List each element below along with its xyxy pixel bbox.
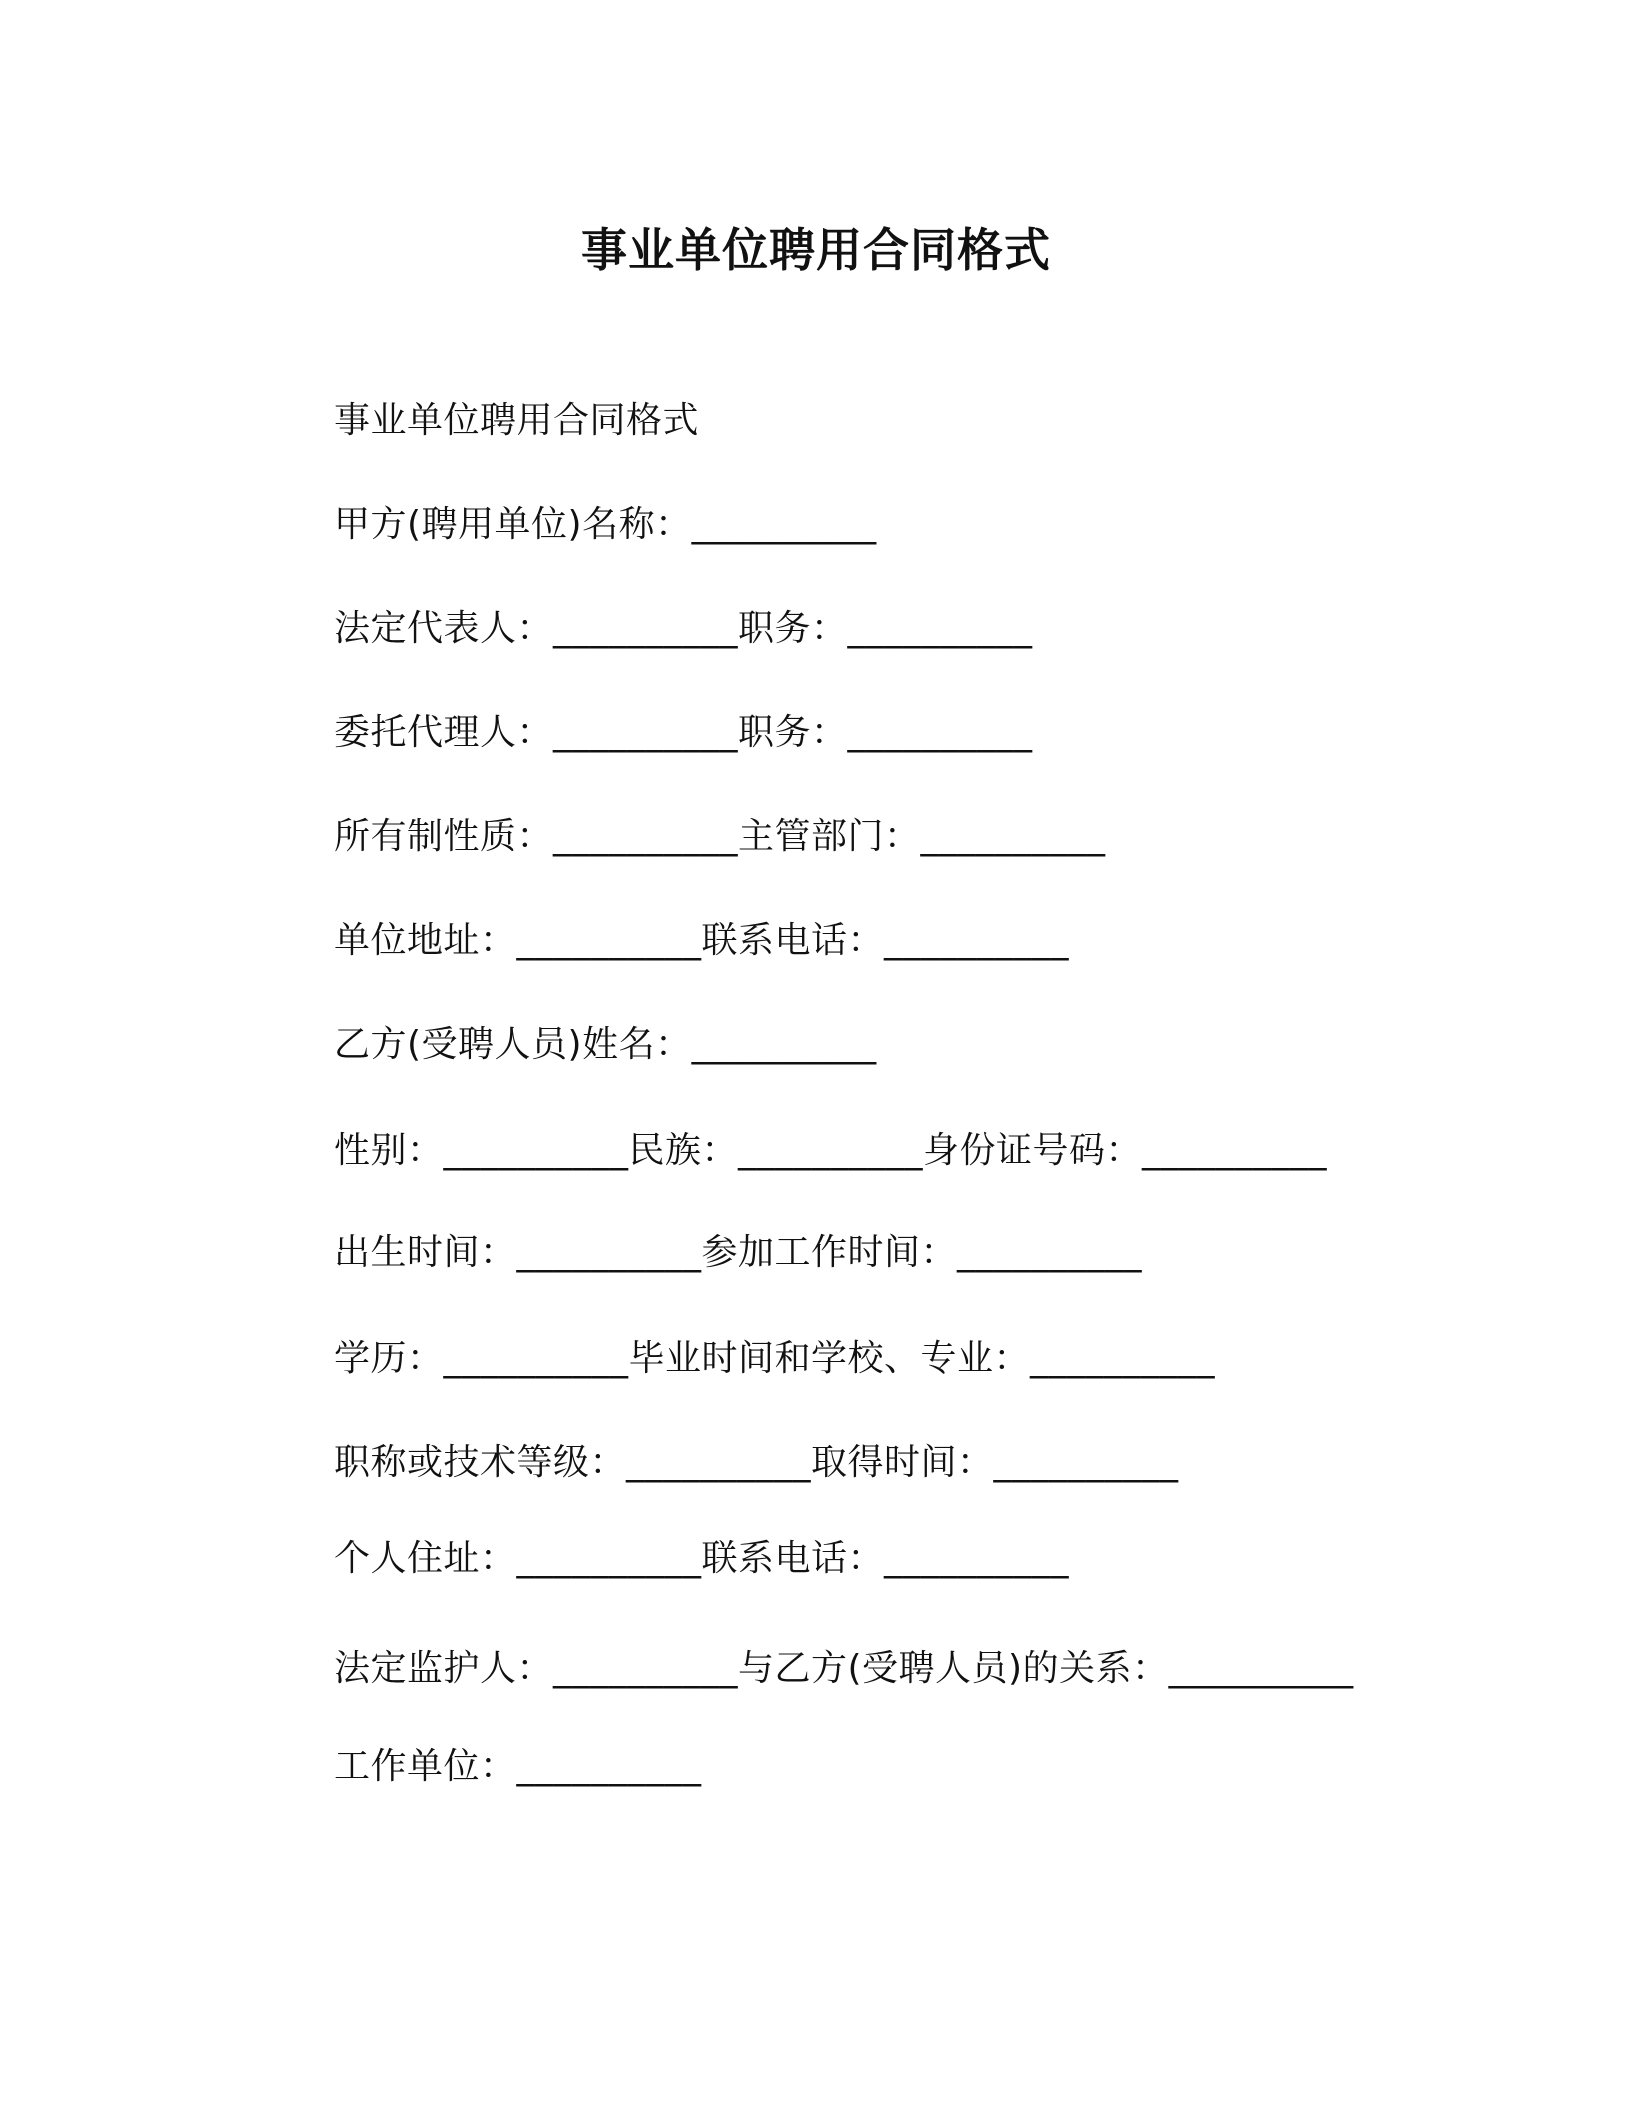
guardian-line: 法定监护人：__________与乙方(受聘人员)的关系：__________ [334, 1648, 1354, 1689]
birth-work-time-line: 出生时间：__________参加工作时间：__________ [334, 1232, 1143, 1273]
authorized-agent-line: 委托代理人：__________职务：__________ [334, 712, 1033, 753]
unit-address-line: 单位地址：__________联系电话：__________ [334, 920, 1070, 961]
party-b-name-line: 乙方(受聘人员)姓名：__________ [334, 1024, 877, 1065]
gender-ethnicity-id-line: 性别：__________民族：__________身份证号码：__________ [334, 1130, 1328, 1171]
party-a-name-line: 甲方(聘用单位)名称：__________ [334, 504, 877, 545]
document-title: 事业单位聘用合同格式 [581, 223, 1051, 277]
legal-representative-line: 法定代表人：__________职务：__________ [334, 608, 1033, 649]
ownership-line: 所有制性质：__________主管部门：__________ [334, 816, 1106, 857]
personal-address-line: 个人住址：__________联系电话：__________ [334, 1538, 1070, 1579]
education-line: 学历：__________毕业时间和学校、专业：__________ [334, 1338, 1216, 1379]
title-grade-line: 职称或技术等级：__________取得时间：__________ [334, 1442, 1179, 1483]
work-unit-line: 工作单位：__________ [334, 1746, 702, 1787]
subtitle-line: 事业单位聘用合同格式 [334, 400, 700, 441]
